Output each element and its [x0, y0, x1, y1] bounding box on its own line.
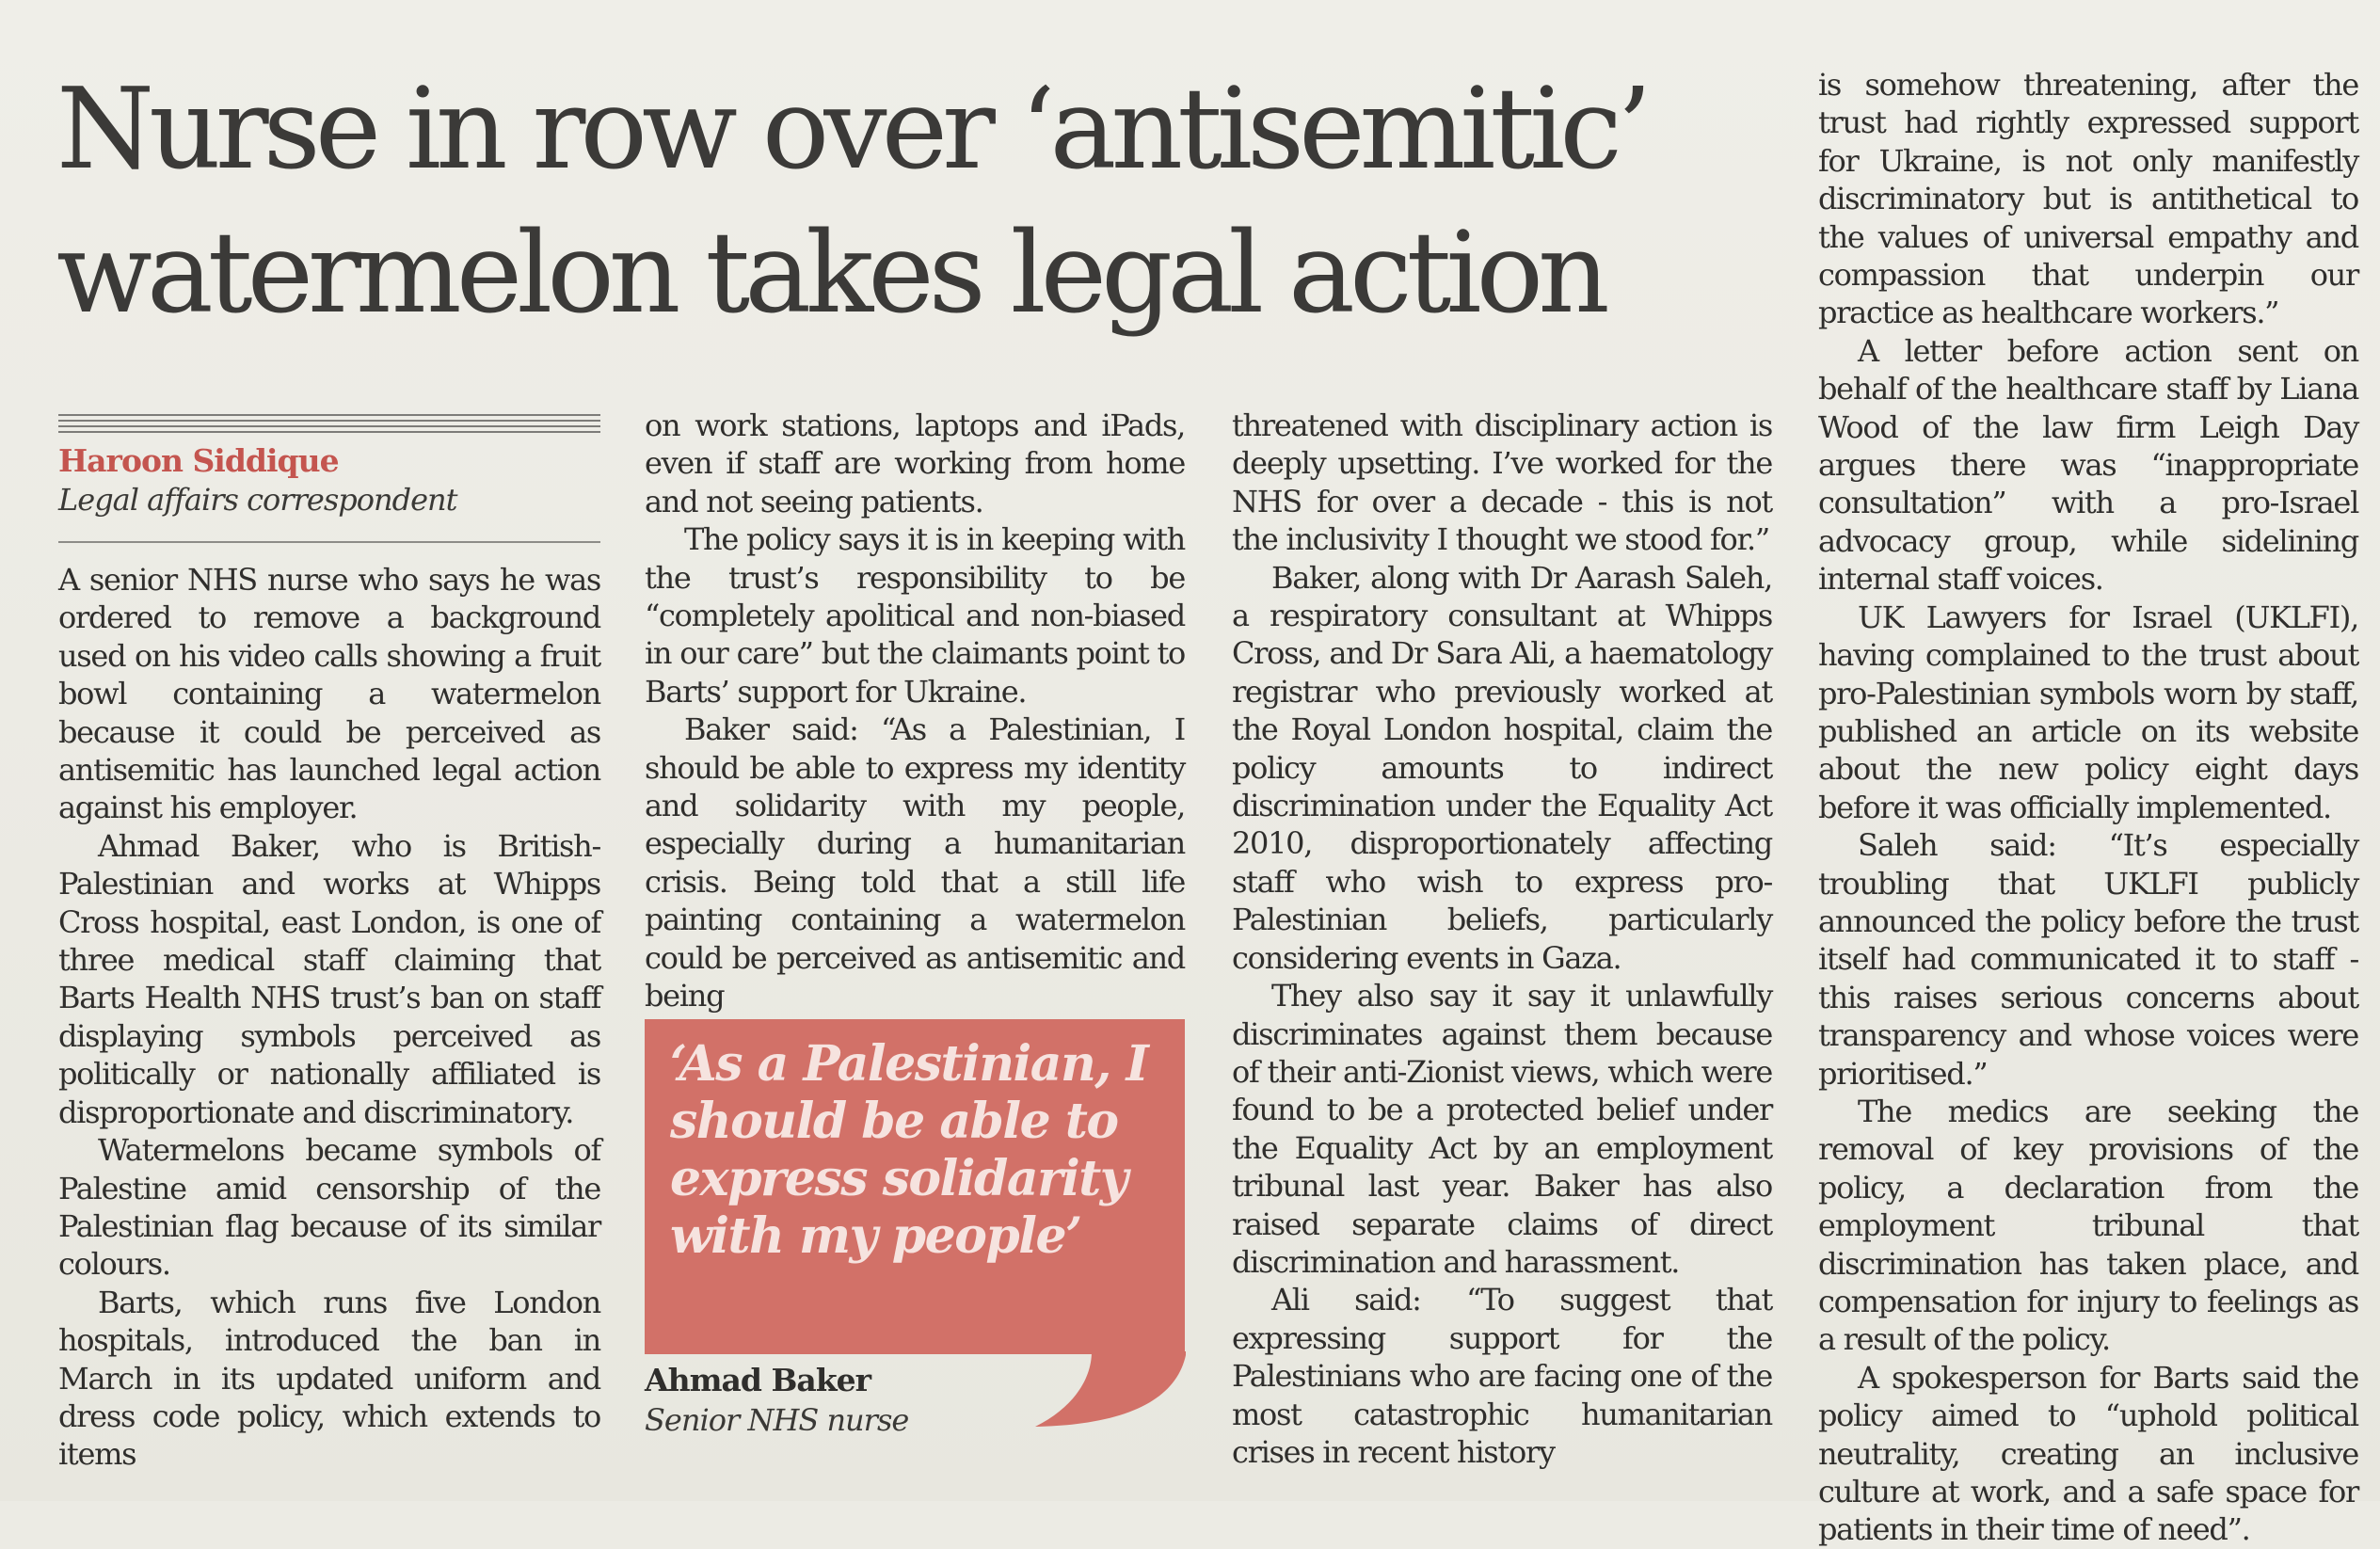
article-column-4	[1818, 66, 2358, 1549]
headline-line-2: watermelon takes legal action	[56, 209, 1605, 339]
pullquote-text: ‘As a Palestinian, I should be able to express solidarity with my people’	[670, 1035, 1148, 1265]
paragraph: The policy says it is in keeping with the trust’s responsibility to be “completely apolitical and non-biased in our care” but the claimants point to Barts’ support for Ukraine.	[645, 521, 1185, 710]
byline-author: Haroon Siddique	[58, 442, 339, 479]
paragraph: UK Lawyers for Israel (UKLFI), having complained to the trust about pro-Palestinian symbols worn by staff, published an article on its website about the new policy eight days before it was officially implemented.	[1818, 599, 2358, 825]
byline-divider	[58, 541, 600, 543]
pullquote-attribution-role: Senior NHS nurse	[645, 1402, 909, 1438]
paragraph: A senior NHS nurse who says he was ordered to remove a background used on his video calls showing a fruit bowl containing a watermelon because it could be perceived as antisemitic has launched legal action against his employer.	[58, 562, 600, 826]
paragraph: Ali said: “To suggest that expressing support for the Palestinians who are facing one of the most catastrophic humanitarian crises in recent history	[1232, 1282, 1772, 1470]
paragraph: Ahmad Baker, who is British-Palestinian and works at Whipps Cross hospital, east London, is one of three medical staff claiming that Barts Health NHS trust’s ban on staff displaying symbols perceived as politically or nationally affiliated is disproportionate and discriminatory.	[58, 827, 600, 1130]
pullquote-tail	[1035, 1351, 1186, 1427]
paragraph: Saleh said: “It’s especially troubling that UKLFI publicly announced the policy before the trust itself had communicated it to staff - this raises serious concerns about transparency and whose voices were prioritised.”	[1818, 827, 2358, 1092]
paragraph: They also say it say it unlawfully discriminates against them because of their anti-Zionist views, which were found to be a protected belief under the Equality Act by an employment tribunal last year. Baker has also raised separate claims of direct discrimination and harassment.	[1232, 978, 1772, 1280]
headline	[56, 58, 1816, 346]
byline-role: Legal affairs correspondent	[58, 482, 457, 518]
byline-decorative-rules	[58, 414, 600, 437]
paragraph: A spokesperson for Barts said the policy aimed to “uphold political neutrality, creating an inclusive culture at work, and a safe space for patients in their time of need”.	[1818, 1359, 2358, 1548]
paragraph: Watermelons became symbols of Palestine amid censorship of the Palestinian flag because of its similar colours.	[58, 1132, 600, 1283]
paragraph: Barts, which runs five London hospitals, introduced the ban in March in its updated uniform and dress code policy, which extends to items	[58, 1284, 600, 1473]
paragraph: Baker, along with Dr Aarash Saleh, a respiratory consultant at Whipps Cross, and Dr Sara Ali, a haematology registrar who previously worked at the Royal London hospital, claim the policy amounts to indirect discrimination under the Equality Act 2010, disproportionately affecting staff who wish to express pro-Palestinian beliefs, particularly considering events in Gaza.	[1232, 559, 1772, 976]
article-column-2	[645, 407, 1185, 1015]
paragraph: A letter before action sent on behalf of the healthcare staff by Liana Wood of the law firm Leigh Day argues there was “inappropriate consultation” with a pro-Israel advocacy group, while sidelining internal staff voices.	[1818, 332, 2358, 598]
headline-line-1: Nurse in row over ‘antisemitic’	[56, 65, 1647, 195]
article-column-3	[1232, 407, 1772, 1471]
paragraph: threatened with disciplinary action is deeply upsetting. I’ve worked for the NHS for over a decade - this is not the inclusivity I thought we stood for.”	[1232, 407, 1772, 558]
paragraph: is somehow threatening, after the trust had rightly expressed support for Ukraine, is not only manifestly discriminatory but is antithetical to the values of universal empathy and compassion that underpin our practice as healthcare workers.”	[1818, 67, 2358, 331]
paragraph: Baker said: “As a Palestinian, I should be able to express my identity and solidarity with my people, especially during a humanitarian crisis. Being told that a still life painting containing a watermelon could be perceived as antisemitic and being	[645, 711, 1185, 1014]
article-column-1	[58, 561, 600, 1474]
pullquote-attribution-name: Ahmad Baker	[645, 1362, 871, 1398]
paragraph: The medics are seeking the removal of key provisions of the policy, a declaration from the employment tribunal that discrimination has taken place, and compensation for injury to feelings as a result of the policy.	[1818, 1093, 2358, 1358]
paragraph: on work stations, laptops and iPads, even if staff are working from home and not seeing patients.	[645, 407, 1185, 519]
